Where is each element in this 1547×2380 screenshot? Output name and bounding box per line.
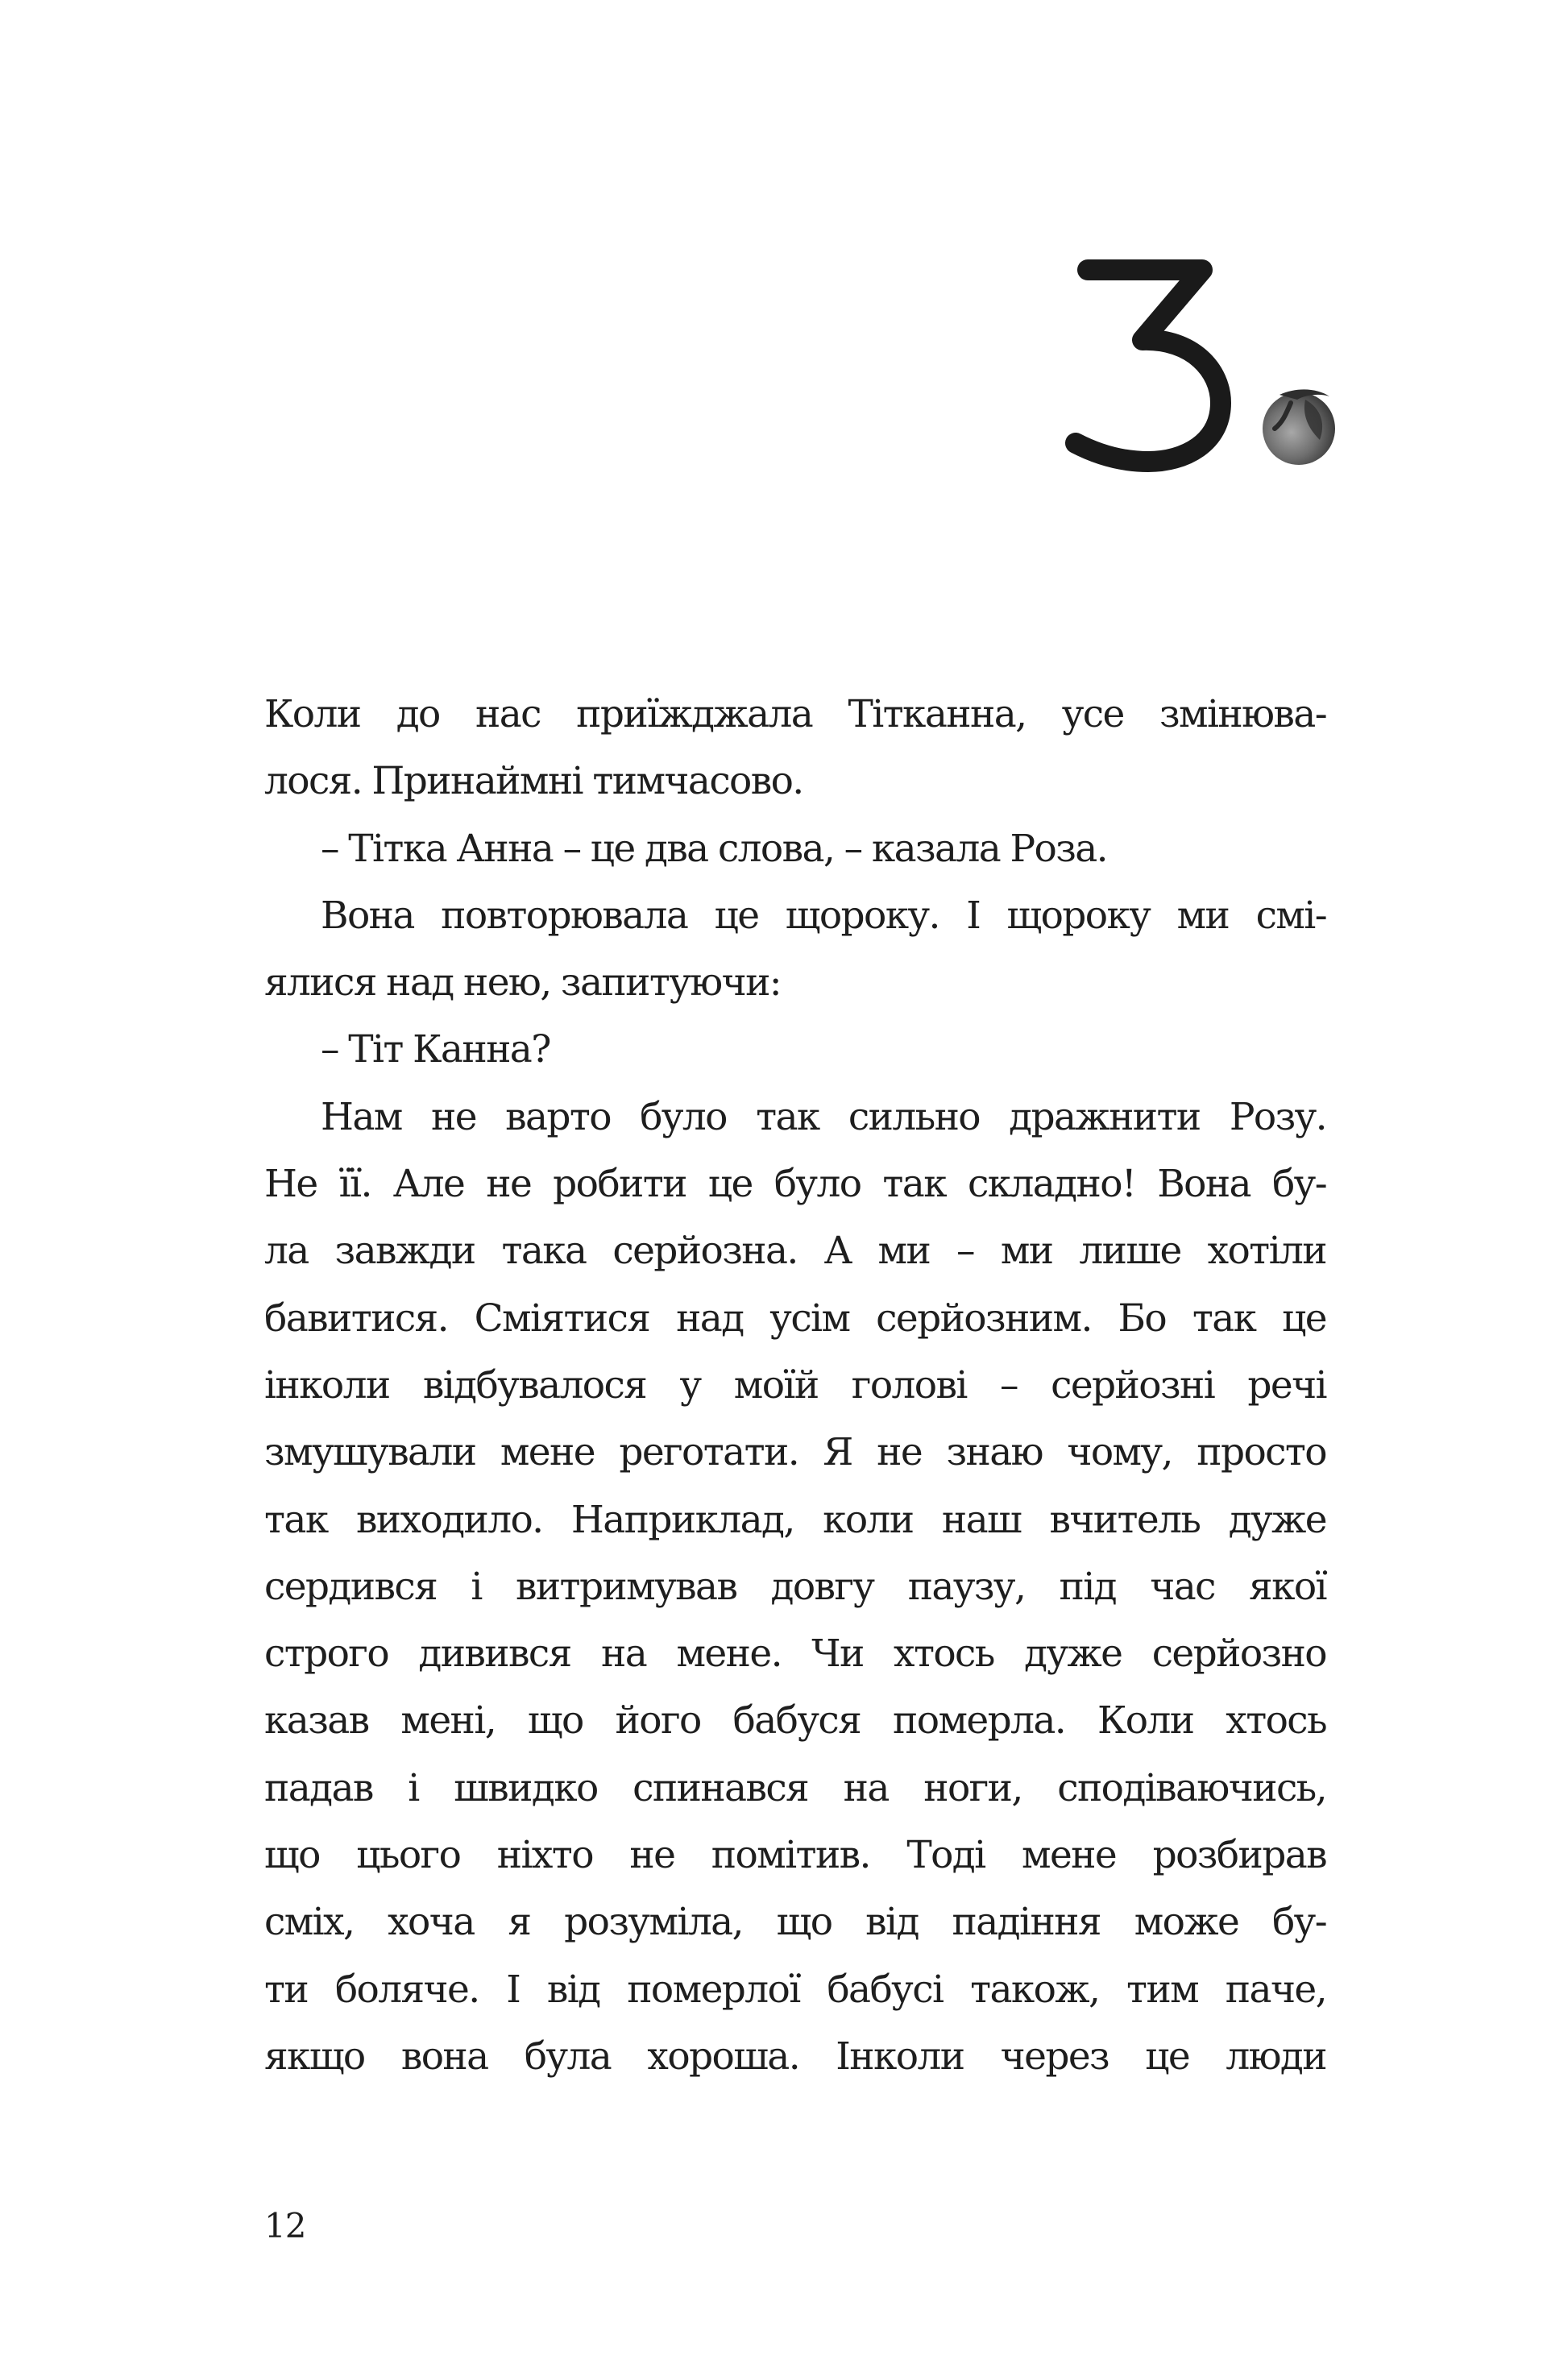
- text-line: так виходило. Наприклад, коли наш вчитель дуже: [264, 1497, 1326, 1542]
- text-line: інколи відбувалося у моїй голові – серйозні речі: [264, 1362, 1326, 1408]
- text-line: Нам не варто було так сильно дражнити Розу.: [321, 1094, 1326, 1139]
- text-line: Коли до нас приїжджала Тітканна, усе змінюва-: [264, 692, 1326, 736]
- text-line: – Тітка Анна – це два слова, – казала Роза.: [321, 826, 1108, 871]
- text-line: ти боляче. І від померлої бабусі також, тим паче,: [264, 1967, 1326, 2012]
- text-line: ла завжди така серйозна. А ми – ми лише хотіли: [264, 1229, 1326, 1274]
- chapter-numeral-graphic: [1064, 250, 1354, 475]
- text-line: Вона повторювала це щороку. І щороку ми смі-: [321, 893, 1326, 938]
- tangerine-icon: [1263, 389, 1335, 465]
- text-line: падав і швидко спинався на ноги, сподіваючись,: [264, 1765, 1326, 1810]
- page-number: 12: [264, 2206, 306, 2245]
- text-line: лося. Принаймні тимчасово.: [264, 759, 803, 804]
- text-line: змушували мене реготати. Я не знаю чому, просто: [264, 1430, 1326, 1475]
- text-line: Не її. Але не робити це було так складно! Вона бу-: [264, 1162, 1326, 1207]
- text-line: бавитися. Сміятися над усім серйозним. Бо так це: [264, 1296, 1326, 1341]
- text-line: строго дивився на мене. Чи хтось дуже серйозно: [264, 1632, 1326, 1677]
- text-line: – Тіт Канна?: [321, 1027, 550, 1072]
- text-line: сміх, хоча я розуміла, що від падіння може бу-: [264, 1900, 1326, 1945]
- chapter-body-text: [264, 681, 1326, 2090]
- text-line: ялися над нею, запитуючи:: [264, 960, 782, 1005]
- chapter-heading: [1064, 250, 1354, 475]
- numeral-three-shape: [1076, 270, 1221, 462]
- text-line: сердився і витримував довгу паузу, під час якої: [264, 1564, 1326, 1609]
- text-line: що цього ніхто не помітив. Тоді мене розбирав: [264, 1833, 1326, 1878]
- text-line: якщо вона була хороша. Інколи через це люди: [264, 2034, 1326, 2079]
- text-line: казав мені, що його бабуся померла. Коли хтось: [264, 1698, 1326, 1744]
